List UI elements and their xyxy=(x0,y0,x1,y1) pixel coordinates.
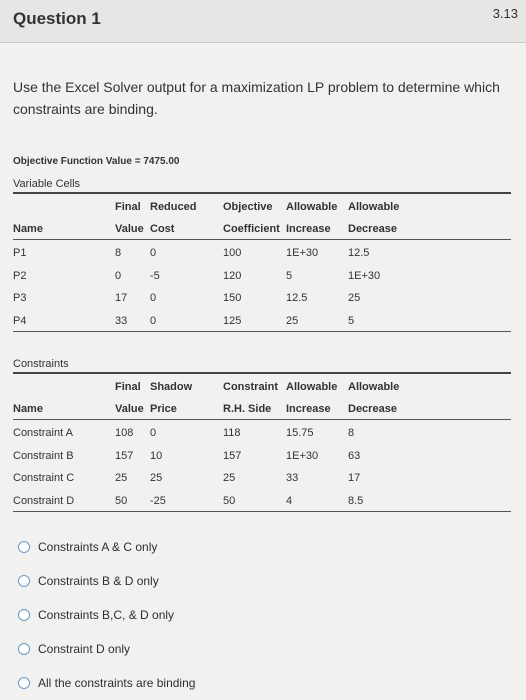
cell-allowable-increase: 25 xyxy=(286,314,299,327)
variable-cells-top-rule xyxy=(13,192,511,194)
cell-reduced-or-shadow: -5 xyxy=(150,269,160,282)
header-allowable-increase: Increase xyxy=(286,403,331,415)
choice-b-c-d[interactable] xyxy=(18,606,174,624)
cell-coef-or-rhs: 25 xyxy=(223,472,236,484)
header-rule xyxy=(13,419,511,420)
cell-name: P3 xyxy=(13,292,27,304)
cell-name: P1 xyxy=(13,247,27,259)
choice-all-binding[interactable] xyxy=(18,674,195,692)
cell-final-value: 17 xyxy=(115,292,128,304)
choice-label: All the constraints are binding xyxy=(38,676,196,690)
choice-label: Constraints A & C only xyxy=(38,540,158,554)
cell-coef-or-rhs: 120 xyxy=(223,269,242,282)
constraints-label: Constraints xyxy=(13,358,69,370)
question-header xyxy=(0,0,526,43)
objective-function-value: Objective Function Value = 7475.00 xyxy=(13,156,180,167)
cell-allowable-decrease: 25 xyxy=(348,292,361,304)
cell-allowable-increase: 33 xyxy=(286,472,299,484)
header-top-reduced-or-shadow: Reduced xyxy=(150,201,197,213)
header-allowable-decrease: Decrease xyxy=(348,403,397,415)
cell-allowable-increase: 1E+30 xyxy=(286,449,319,462)
cell-allowable-increase: 5 xyxy=(286,269,293,282)
choice-d-only[interactable] xyxy=(18,640,130,658)
header-top-allowable-increase: Allowable xyxy=(286,201,338,213)
header-name: Name xyxy=(13,403,43,415)
cell-name: Constraint A xyxy=(13,427,73,439)
cell-allowable-decrease: 12.5 xyxy=(348,247,370,259)
cell-reduced-or-shadow: 10 xyxy=(150,449,163,462)
cell-name: P4 xyxy=(13,314,27,327)
cell-name: Constraint B xyxy=(13,449,74,462)
question-points: 3.13 xyxy=(492,6,518,21)
question-prompt: Use the Excel Solver output for a maximization LP problem to determine which constraints are binding. xyxy=(13,79,500,117)
cell-allowable-increase: 12.5 xyxy=(286,292,308,304)
cell-name: Constraint D xyxy=(13,494,75,507)
cell-allowable-decrease: 63 xyxy=(348,449,361,462)
choice-label: Constraints B & D only xyxy=(38,574,159,588)
header-top-coef-or-rhs: Constraint xyxy=(223,381,278,393)
radio-icon[interactable] xyxy=(18,643,30,655)
cell-reduced-or-shadow: 0 xyxy=(150,427,157,439)
header-top-allowable-increase: Allowable xyxy=(286,381,338,393)
cell-coef-or-rhs: 50 xyxy=(223,494,236,507)
table-bottom-rule xyxy=(13,331,511,332)
header-reduced-or-shadow: Cost xyxy=(150,223,175,235)
cell-final-value: 50 xyxy=(115,494,128,507)
cell-allowable-decrease: 8.5 xyxy=(348,494,364,507)
header-allowable-increase: Increase xyxy=(286,223,331,235)
header-allowable-decrease: Decrease xyxy=(348,223,397,235)
cell-name: Constraint C xyxy=(13,472,75,484)
radio-icon[interactable] xyxy=(18,541,30,553)
choice-a-c[interactable] xyxy=(18,538,157,556)
cell-coef-or-rhs: 157 xyxy=(223,449,242,462)
cell-coef-or-rhs: 118 xyxy=(223,427,241,439)
cell-reduced-or-shadow: 0 xyxy=(150,292,157,304)
header-coef-or-rhs: R.H. Side xyxy=(223,403,272,415)
header-top-allowable-decrease: Allowable xyxy=(348,201,400,213)
cell-allowable-decrease: 1E+30 xyxy=(348,269,381,282)
header-final-value: Value xyxy=(115,403,144,415)
cell-allowable-increase: 1E+30 xyxy=(286,247,319,259)
cell-allowable-decrease: 17 xyxy=(348,472,361,484)
cell-coef-or-rhs: 150 xyxy=(223,292,242,304)
choice-b-d[interactable] xyxy=(18,572,159,590)
header-top-coef-or-rhs: Objective xyxy=(223,201,273,213)
cell-coef-or-rhs: 100 xyxy=(223,247,242,259)
choice-label: Constraint D only xyxy=(38,642,131,656)
cell-reduced-or-shadow: -25 xyxy=(150,494,166,507)
variable-cells-label: Variable Cells xyxy=(13,178,81,190)
cell-final-value: 25 xyxy=(115,472,128,484)
cell-final-value: 8 xyxy=(115,247,122,259)
cell-allowable-increase: 15.75 xyxy=(286,427,314,439)
constraints-top-rule xyxy=(13,372,511,374)
radio-icon[interactable] xyxy=(18,575,30,587)
cell-final-value: 157 xyxy=(115,449,134,462)
cell-name: P2 xyxy=(13,269,27,282)
header-top-reduced-or-shadow: Shadow xyxy=(150,381,193,393)
header-rule xyxy=(13,239,511,240)
cell-reduced-or-shadow: 0 xyxy=(150,247,157,259)
cell-final-value: 0 xyxy=(115,269,122,282)
header-top-final-value: Final xyxy=(115,201,141,213)
cell-reduced-or-shadow: 0 xyxy=(150,314,157,327)
cell-reduced-or-shadow: 25 xyxy=(150,472,163,484)
header-name: Name xyxy=(13,223,43,235)
cell-allowable-increase: 4 xyxy=(286,494,293,507)
cell-coef-or-rhs: 125 xyxy=(223,314,242,327)
radio-icon[interactable] xyxy=(18,677,30,689)
question-title: Question 1 xyxy=(13,9,101,28)
header-final-value: Value xyxy=(115,223,144,235)
cell-allowable-decrease: 5 xyxy=(348,314,355,327)
choice-label: Constraints B,C, & D only xyxy=(38,608,175,622)
header-reduced-or-shadow: Price xyxy=(150,403,177,415)
cell-allowable-decrease: 8 xyxy=(348,427,355,439)
header-top-final-value: Final xyxy=(115,381,141,393)
header-top-allowable-decrease: Allowable xyxy=(348,381,400,393)
cell-final-value: 33 xyxy=(115,314,128,327)
radio-icon[interactable] xyxy=(18,609,30,621)
header-coef-or-rhs: Coefficient xyxy=(223,223,280,235)
cell-final-value: 108 xyxy=(115,427,134,439)
table-bottom-rule xyxy=(13,511,511,512)
